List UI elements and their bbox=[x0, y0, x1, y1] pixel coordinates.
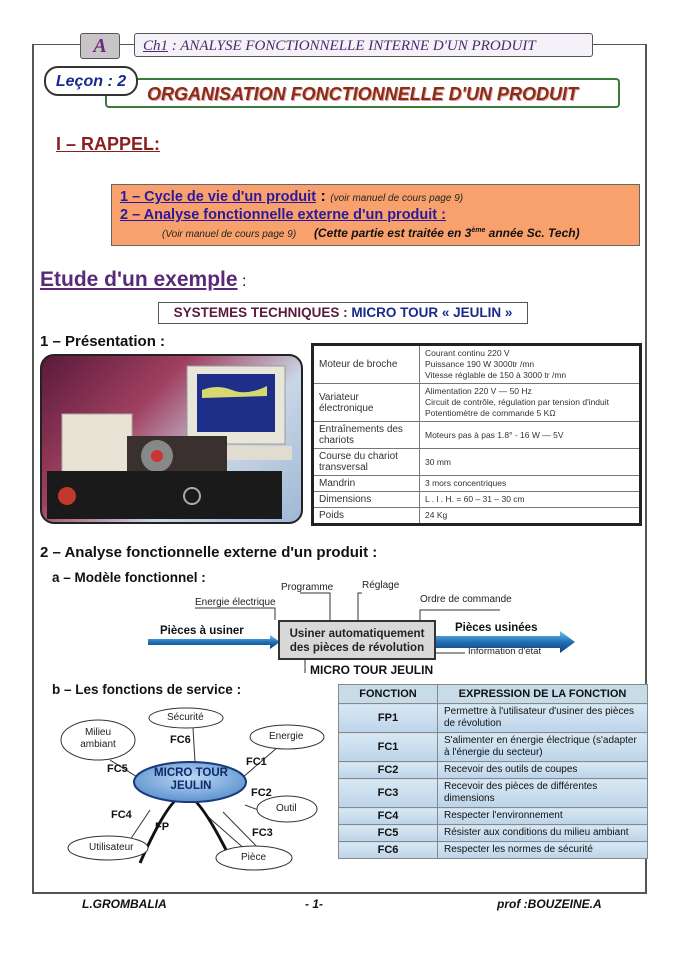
node-milieu-ambiant: Milieu ambiant bbox=[80, 727, 116, 750]
footer-school: L.GROMBALIA bbox=[82, 897, 167, 911]
output-parts: Pièces usinées bbox=[455, 622, 538, 634]
table-row: Course du chariot transversal 30 mm bbox=[313, 449, 641, 476]
table-row: FC6 Respecter les normes de sécurité bbox=[339, 842, 648, 859]
link-fc4: FC4 bbox=[111, 809, 132, 821]
separator: : bbox=[316, 188, 331, 205]
link-fc2: FC2 bbox=[251, 787, 272, 799]
input-program: Programme bbox=[281, 582, 334, 593]
node-securite: Sécurité bbox=[167, 712, 204, 723]
support-label: MICRO TOUR JEULIN bbox=[310, 663, 434, 677]
input-energy: Energie électrique bbox=[195, 597, 276, 608]
table-row: FC2 Recevoir des outils de coupes bbox=[339, 762, 648, 779]
link-fc6: FC6 bbox=[170, 734, 191, 746]
rappel-item-1-note: (voir manuel de cours page 9) bbox=[330, 193, 464, 204]
table-row: Poids 24 Kg bbox=[313, 508, 641, 525]
table-row: Moteur de broche Courant continu 220 V Puissance 190 W 3000tr /mn Vitesse réglable de 150 à 3000 tr /mn bbox=[313, 345, 641, 384]
chapter-prefix: Ch1 bbox=[143, 38, 169, 54]
rappel-item-2[interactable]: 2 – Analyse fonctionnelle externe d'un produit : bbox=[120, 207, 446, 223]
link-fc5: FC5 bbox=[107, 763, 128, 775]
service-functions-table bbox=[338, 684, 648, 859]
link-fc1: FC1 bbox=[246, 756, 267, 768]
link-fp: FP bbox=[155, 821, 170, 833]
presentation-heading: 1 – Présentation : bbox=[40, 333, 166, 350]
node-piece: Pièce bbox=[241, 852, 267, 863]
input-setting: Réglage bbox=[362, 580, 400, 591]
table-row: Variateur électronique Alimentation 220 V — 50 Hz Circuit de contrôle, régulation par tension d'induit Potentiomètre de commande 5 KΩ bbox=[313, 384, 641, 422]
node-utilisateur: Utilisateur bbox=[89, 842, 134, 853]
footer-author: prof :BOUZEINE.A bbox=[497, 897, 602, 911]
link-fc3: FC3 bbox=[252, 827, 273, 839]
output-info: Information d'état bbox=[468, 646, 542, 657]
table-row: FC3 Recevoir des pièces de différentes dimensions bbox=[339, 779, 648, 808]
chapter-title bbox=[134, 33, 593, 57]
table-row: FP1 Permettre à l'utilisateur d'usiner des pièces de révolution bbox=[339, 704, 648, 733]
node-outil: Outil bbox=[276, 803, 297, 814]
table-row: Entraînements des chariots Moteurs pas à pas 1.8° - 16 W — 5V bbox=[313, 422, 641, 449]
table-row: FC5 Résister aux conditions du milieu ambiant bbox=[339, 825, 648, 842]
model-heading: a – Modèle fonctionnel : bbox=[52, 570, 206, 585]
specs-table bbox=[311, 343, 642, 526]
lathe-machine-image bbox=[42, 356, 303, 524]
lesson-label: Leçon : 2 bbox=[44, 66, 138, 96]
analysis-heading: 2 – Analyse fonctionnelle externe d'un produit : bbox=[40, 544, 378, 561]
section-badge: A bbox=[80, 33, 120, 59]
node-energie: Energie bbox=[269, 731, 304, 742]
input-parts: Pièces à usiner bbox=[160, 625, 244, 637]
rappel-heading: I – RAPPEL: bbox=[56, 134, 161, 154]
rappel-item-2-note: (Voir manuel de cours page 9) bbox=[162, 229, 297, 240]
rappel-box bbox=[111, 184, 640, 246]
table-row: Dimensions L . l . H. = 60 – 31 – 30 cm bbox=[313, 492, 641, 508]
footer-page-number: - 1- bbox=[305, 897, 323, 911]
rappel-item-1[interactable]: 1 – Cycle de vie d'un produit bbox=[120, 189, 317, 205]
chapter-title-text: : ANALYSE FONCTIONNELLE INTERNE D'UN PRODUIT bbox=[168, 38, 536, 54]
services-heading: b – Les fonctions de service : bbox=[52, 682, 242, 697]
function-box: Usiner automatiquement des pièces de révolution bbox=[278, 620, 436, 660]
input-command: Ordre de commande bbox=[420, 594, 512, 605]
micro-tour-photo bbox=[40, 354, 303, 524]
diagram-center: MICRO TOUR JEULIN bbox=[154, 767, 228, 792]
table-row: Mandrin 3 mors concentriques bbox=[313, 476, 641, 492]
table-header: FONCTION EXPRESSION DE LA FONCTION bbox=[339, 685, 648, 704]
table-row: FC4 Respecter l'environnement bbox=[339, 808, 648, 825]
rappel-item-2-remark: (Cette partie est traitée en 3ème année Sc. Tech) bbox=[313, 226, 580, 240]
lesson-title: ORGANISATION FONCTIONNELLE D'UN PRODUIT bbox=[105, 78, 620, 108]
table-row: FC1 S'alimenter en énergie électrique (s'adapter à l'énergie du secteur) bbox=[339, 733, 648, 762]
system-title: SYSTEMES TECHNIQUES : MICRO TOUR « JEULIN » bbox=[158, 302, 528, 324]
example-heading: Etude d'un exemple : bbox=[40, 268, 247, 291]
